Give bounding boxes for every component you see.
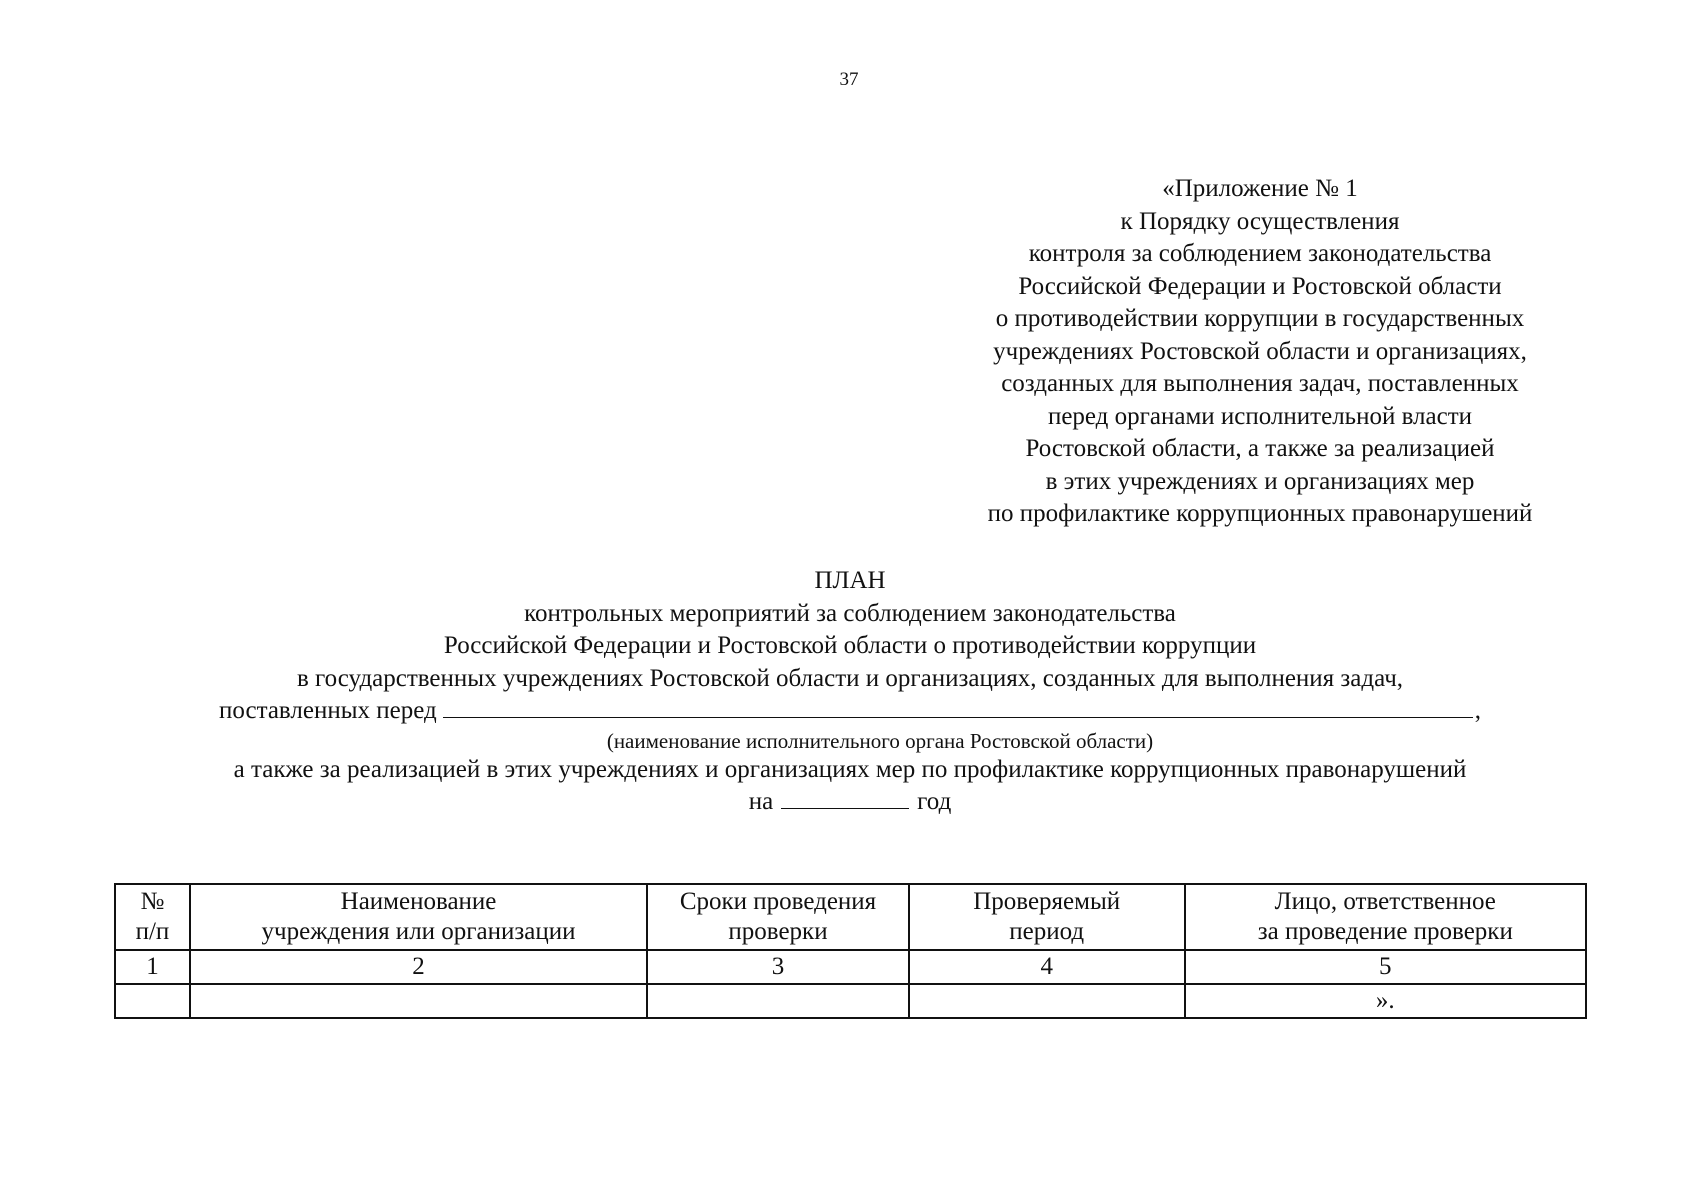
appendix-line: контроля за соблюдением законодательства	[1028, 240, 1492, 267]
plan-title: ПЛАН	[814, 567, 886, 594]
plan-body-line: а также за реализацией в этих учреждениях и организациях мер по профилактике коррупционных правонарушений	[233, 755, 1467, 783]
plan-table	[114, 883, 1587, 1019]
executive-body-blank-field[interactable]	[443, 695, 1473, 718]
plan-subtitle-line: контрольных мероприятий за соблюдением законодательства	[524, 599, 1176, 627]
appendix-line: Ростовской области, а также за реализацией	[1025, 435, 1495, 462]
appendix-line: учреждениях Ростовской области и организациях,	[993, 337, 1527, 365]
appendix-header	[940, 173, 1580, 531]
plan-line-suffix: ,	[1474, 697, 1481, 724]
table-cell[interactable]	[115, 984, 190, 1018]
table-cell[interactable]	[190, 984, 647, 1018]
plan-year-line	[100, 786, 1600, 819]
appendix-line: к Порядку осуществления	[1120, 207, 1400, 235]
table-row	[115, 984, 1586, 1018]
year-blank-field[interactable]	[781, 786, 909, 809]
appendix-line: перед органами исполнительной власти	[1047, 402, 1473, 430]
plan-subtitle-line: Российской Федерации и Ростовской области о противодействии коррупции	[443, 632, 1257, 659]
appendix-line: в этих учреждениях и организациях мер	[1045, 467, 1475, 495]
table-cell: 1	[115, 950, 190, 984]
column-header-inspected-period: Проверяемый период	[909, 884, 1185, 950]
appendix-line: о противодействии коррупции в государственных	[995, 305, 1525, 332]
table-cell[interactable]	[909, 984, 1185, 1018]
plan-subtitle-line: в государственных учреждениях Ростовской области и организациях, созданных для выполнения задач,	[296, 664, 1404, 692]
plan-line-prefix: поставленных перед	[219, 697, 437, 724]
table-cell: 3	[647, 950, 909, 984]
table-header-row	[115, 884, 1586, 950]
appendix-line: созданных для выполнения задач, поставленных	[1001, 370, 1519, 397]
page-number: 37	[839, 69, 859, 90]
table-cell-closing-mark[interactable]: ».	[1185, 984, 1586, 1018]
appendix-line: Российской Федерации и Ростовской области	[1018, 272, 1502, 300]
plan-heading	[100, 565, 1600, 819]
year-prefix: на	[748, 788, 774, 815]
column-header-institution: Наименование учреждения или организации	[190, 884, 647, 950]
column-header-number: № п/п	[115, 884, 190, 950]
blank-field-caption: (наименование исполнительного органа Ростовской области)	[606, 728, 1154, 753]
table-cell: 4	[909, 950, 1185, 984]
year-suffix: год	[917, 788, 952, 815]
table-cell[interactable]	[647, 984, 909, 1018]
table-numbering-row	[115, 950, 1586, 984]
appendix-line: «Приложение № 1	[1162, 175, 1358, 202]
appendix-line: по профилактике коррупционных правонарушений	[987, 500, 1533, 527]
plan-body-line	[100, 695, 1600, 728]
table-cell: 2	[190, 950, 647, 984]
column-header-responsible-person: Лицо, ответственное за проведение проверки	[1185, 884, 1586, 950]
column-header-inspection-dates: Сроки проведения проверки	[647, 884, 909, 950]
table-cell: 5	[1185, 950, 1586, 984]
